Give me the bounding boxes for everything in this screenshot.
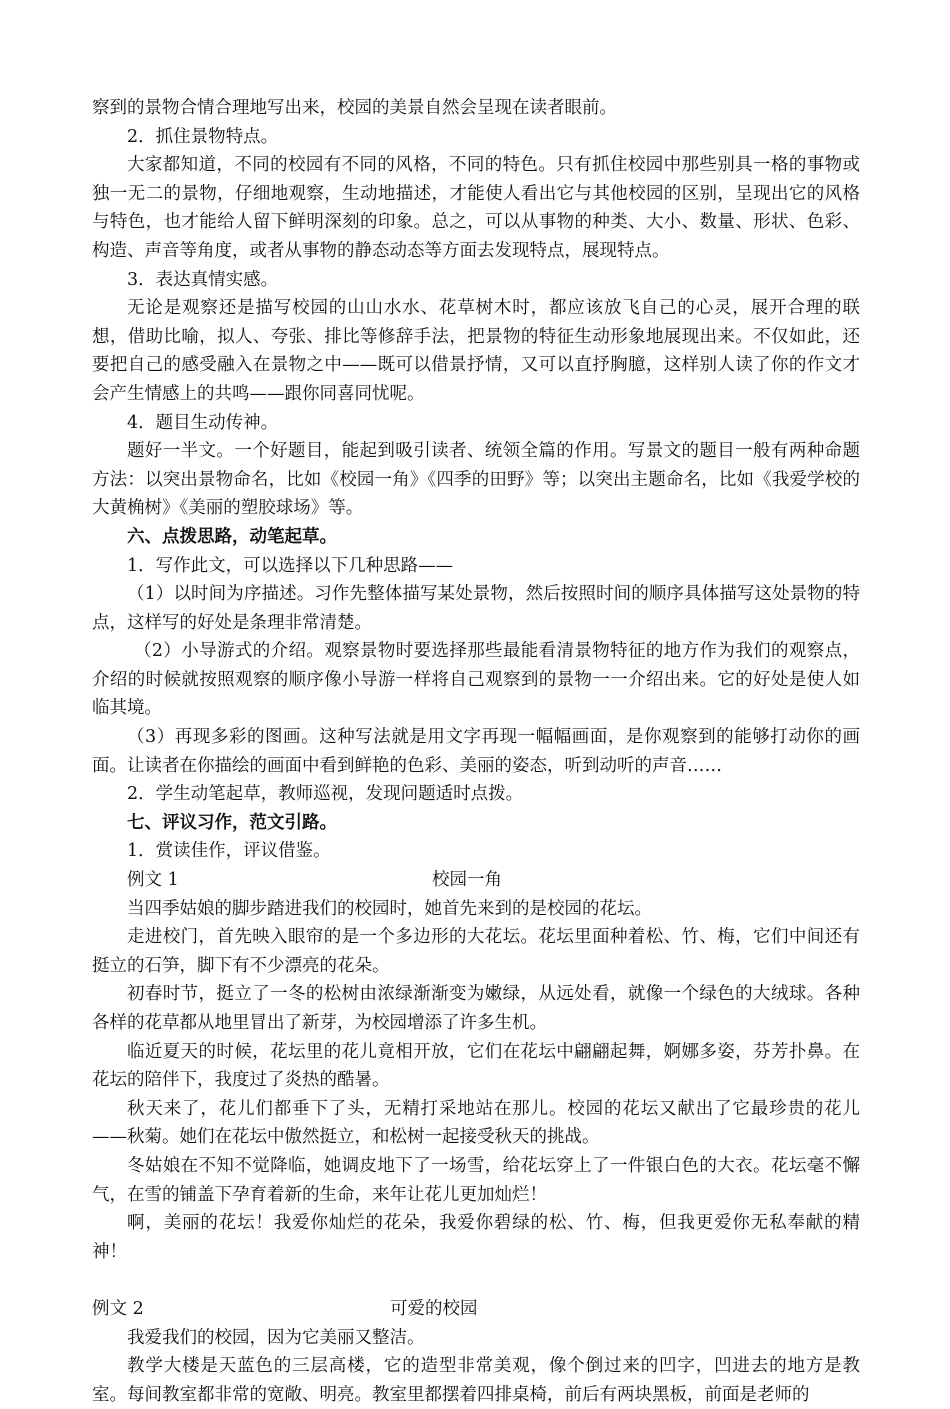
subheading: 1．赏读佳作，评议借鉴。 — [127, 841, 331, 862]
paragraph: 察到的景物合情合理地写出来，校园的美景自然会呈现在读者眼前。 — [92, 98, 617, 118]
example-label: 例文 2 — [92, 1298, 144, 1319]
paragraph: 临近夏天的时候，花坛里的花儿竟相开放，它们在花坛中翩翩起舞，婀娜多姿，芬芳扑鼻。在花坛的陪伴下，我度过了炎热的酷暑。 — [92, 1041, 860, 1091]
paragraph: 我爱我们的校园，因为它美丽又整洁。 — [127, 1327, 425, 1348]
paragraph: 题好一半文。一个好题目，能起到吸引读者、统领全篇的作用。写景文的题目一般有两种命题方法：以突出景物命名，比如《校园一角》《四季的田野》等；以突出主题命名，比如《我爱学校的大黄桷树》《美丽的塑胶球场》等。 — [92, 441, 860, 519]
section-heading: 七、评议习作，范文引路。 — [127, 812, 337, 833]
paragraph: （3）再现多彩的图画。这种写法就是用文字再现一幅幅画面，是你观察到的能够打动你的画面。让读者在你描绘的画面中看到鲜艳的色彩、美丽的姿态，听到动听的声音…… — [92, 727, 860, 776]
subheading: 2．抓住景物特点。 — [127, 126, 279, 147]
example-label: 例文 1 — [127, 870, 179, 891]
paragraph: 当四季姑娘的脚步踏进我们的校园时，她首先来到的是校园的花坛。 — [127, 898, 652, 919]
example-title: 可爱的校园 — [390, 1298, 478, 1319]
paragraph: 1．写作此文，可以选择以下几种思路—— — [127, 555, 454, 576]
paragraph: （2）小导游式的介绍。观察景物时要选择那些最能看清景物特征的地方作为我们的观察点，介绍的时候就按照观察的顺序像小导游一样将自己观察到的景物一一介绍出来。它的好处是使人如临其境。 — [92, 641, 860, 719]
subheading: 3．表达真情实感。 — [127, 269, 279, 290]
example-heading — [92, 1295, 860, 1324]
subheading: 4．题目生动传神。 — [127, 412, 279, 433]
blank-line — [92, 1266, 860, 1295]
paragraph: 无论是观察还是描写校园的山山水水、花草树木时，都应该放飞自己的心灵，展开合理的联想，借助比喻，拟人、夸张、排比等修辞手法，把景物的特征生动形象地展现出来。不仅如此，还要把自己的感受融入在景物之中——既可以借景抒情，又可以直抒胸臆，这样别人读了你的作文才会产生情感上的共鸣——跟你同喜同忧呢。 — [92, 298, 860, 404]
paragraph: 教学大楼是天蓝色的三层高楼，它的造型非常美观，像个倒过来的凹字，凹进去的地方是教室。每间教室都非常的宽敞、明亮。教室里都摆着四排桌椅，前后有两块黑板，前面是老师的 — [92, 1356, 860, 1405]
paragraph: （1）以时间为序描述。习作先整体描写某处景物，然后按照时间的顺序具体描写这处景物的特点，这样写的好处是条理非常清楚。 — [92, 584, 860, 633]
document-page — [92, 94, 860, 1409]
paragraph: 初春时节，挺立了一冬的松树由浓绿渐渐变为嫩绿，从远处看，就像一个绿色的大绒球。各种各样的花草都从地里冒出了新芽，为校园增添了许多生机。 — [92, 984, 860, 1033]
paragraph: 啊，美丽的花坛！我爱你灿烂的花朵，我爱你碧绿的松、竹、梅，但我更爱你无私奉献的精神！ — [92, 1213, 860, 1262]
example-heading — [92, 866, 860, 895]
paragraph: 秋天来了，花儿们都垂下了头，无精打采地站在那儿。校园的花坛又献出了它最珍贵的花儿——秋菊。她们在花坛中傲然挺立，和松树一起接受秋天的挑战。 — [92, 1098, 860, 1148]
paragraph: 2．学生动笔起草，教师巡视，发现问题适时点拨。 — [127, 784, 524, 805]
paragraph: 走进校门，首先映入眼帘的是一个多边形的大花坛。花坛里面种着松、竹、梅，它们中间还有挺立的石笋，脚下有不少漂亮的花朵。 — [92, 927, 860, 976]
paragraph: 大家都知道，不同的校园有不同的风格，不同的特色。只有抓住校园中那些别具一格的事物或独一无二的景物，仔细地观察，生动地描述，才能使人看出它与其他校园的区别，呈现出它的风格与特色，也才能给人留下鲜明深刻的印象。总之，可以从事物的种类、大小、数量、形状、色彩、构造、声音等角度，或者从事物的静态动态等方面去发现特点，展现特点。 — [92, 155, 860, 261]
paragraph: 冬姑娘在不知不觉降临，她调皮地下了一场雪，给花坛穿上了一件银白色的大衣。花坛毫不懈气，在雪的铺盖下孕育着新的生命，来年让花儿更加灿烂！ — [92, 1155, 860, 1205]
section-heading: 六、点拨思路，动笔起草。 — [127, 526, 337, 547]
example-title: 校园一角 — [432, 870, 502, 891]
